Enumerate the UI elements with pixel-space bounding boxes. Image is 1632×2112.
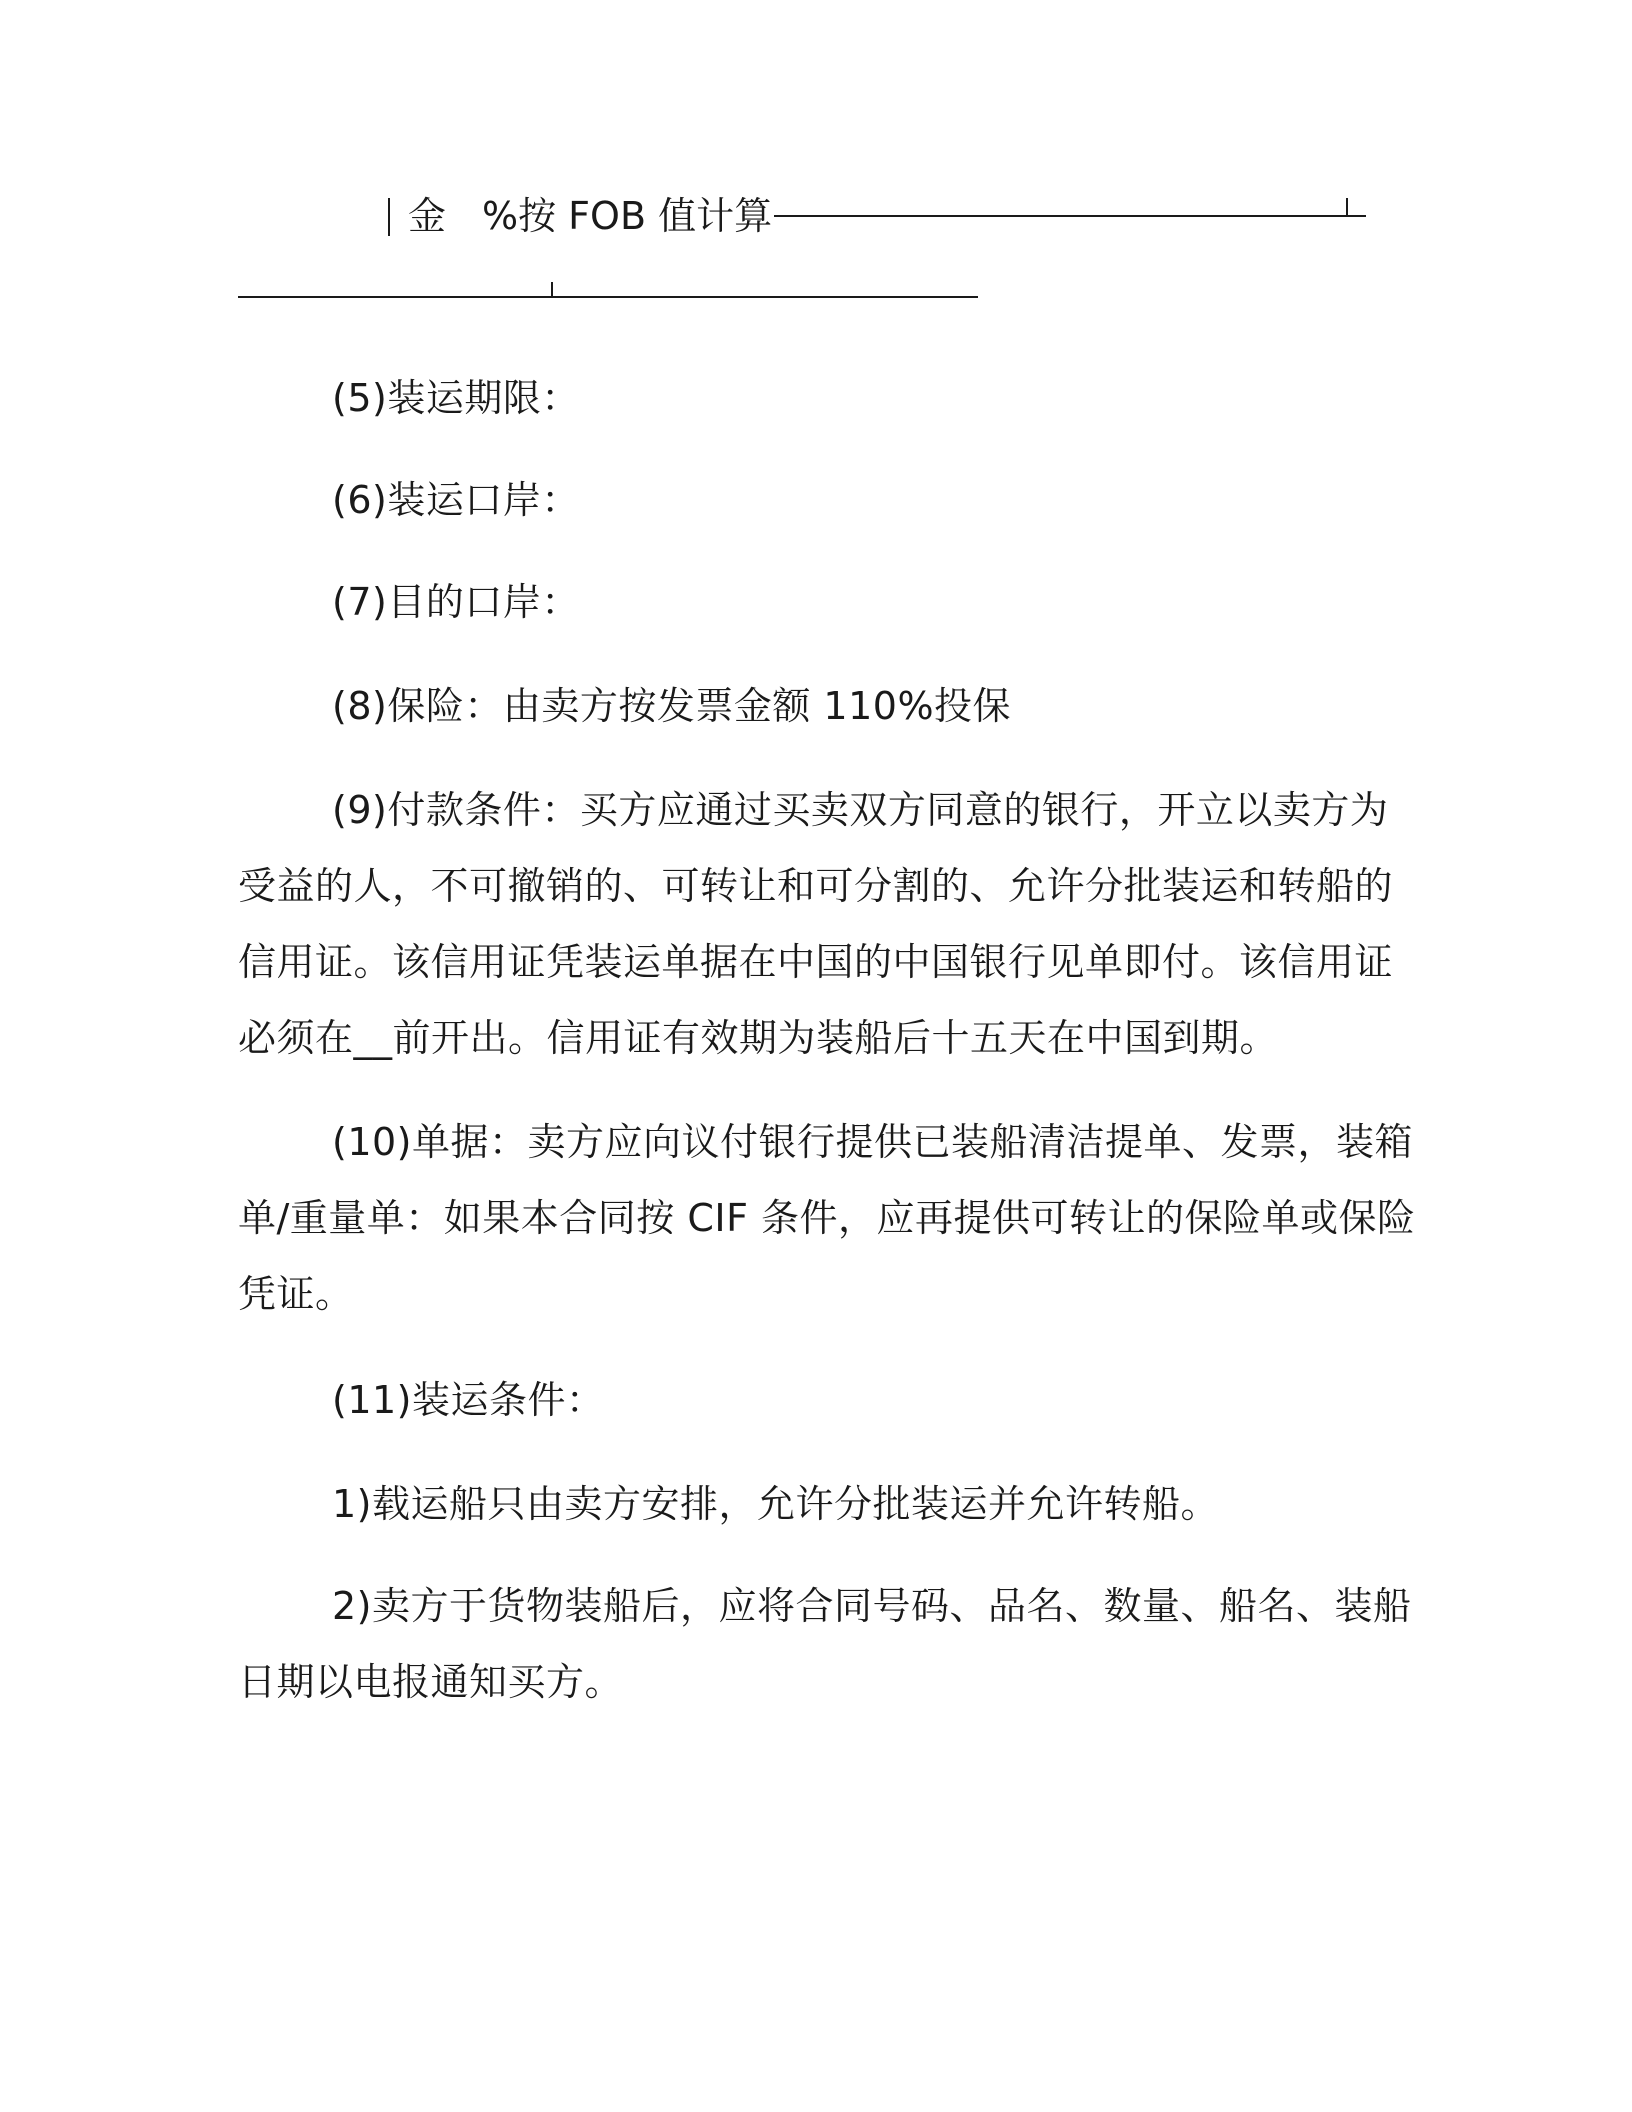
table-tick-bottom: [551, 282, 553, 298]
clause-6: (6)装运口岸：: [332, 478, 580, 522]
clause-10-line-3: 凭证。: [238, 1272, 354, 1316]
clause-9-line-2: 受益的人，不可撤销的、可转让和可分割的、允许分批装运和转船的: [238, 864, 1394, 908]
clause-7: (7)目的口岸：: [332, 580, 580, 624]
clause-10-line-2: 单/重量单：如果本合同按 CIF 条件，应再提供可转让的保险单或保险: [238, 1196, 1416, 1240]
table-cell-left-border: [388, 198, 390, 236]
clause-9-line-3: 信用证。该信用证凭装运单据在中国的中国银行见单即付。该信用证: [238, 940, 1394, 984]
clause-9-line-1: (9)付款条件：买方应通过买卖双方同意的银行，开立以卖方为: [332, 788, 1389, 832]
clause-8: (8)保险：由卖方按发票金额 110%投保: [332, 684, 1012, 728]
table-rule-top: [774, 215, 1366, 217]
clause-11-item-2-line-1: 2)卖方于货物装船后，应将合同号码、品名、数量、船名、装船: [332, 1584, 1412, 1628]
clause-5: (5)装运期限：: [332, 376, 580, 420]
table-cell-text: %按 FOB 值计算: [482, 194, 773, 238]
clause-11-item-2-line-2: 日期以电报通知买方。: [238, 1660, 624, 1704]
clause-11-item-1: 1)载运船只由卖方安排，允许分批装运并允许转船。: [332, 1482, 1220, 1526]
clause-9-line-4: 必须在__前开出。信用证有效期为装船后十五天在中国到期。: [238, 1016, 1279, 1060]
clause-11: (11)装运条件：: [332, 1378, 605, 1422]
table-rule-bottom: [238, 296, 978, 298]
clause-10-line-1: (10)单据：卖方应向议付银行提供已装船清洁提单、发票，装箱: [332, 1120, 1414, 1164]
table-tick-right: [1346, 198, 1348, 216]
table-cell-label: 金: [408, 194, 447, 238]
